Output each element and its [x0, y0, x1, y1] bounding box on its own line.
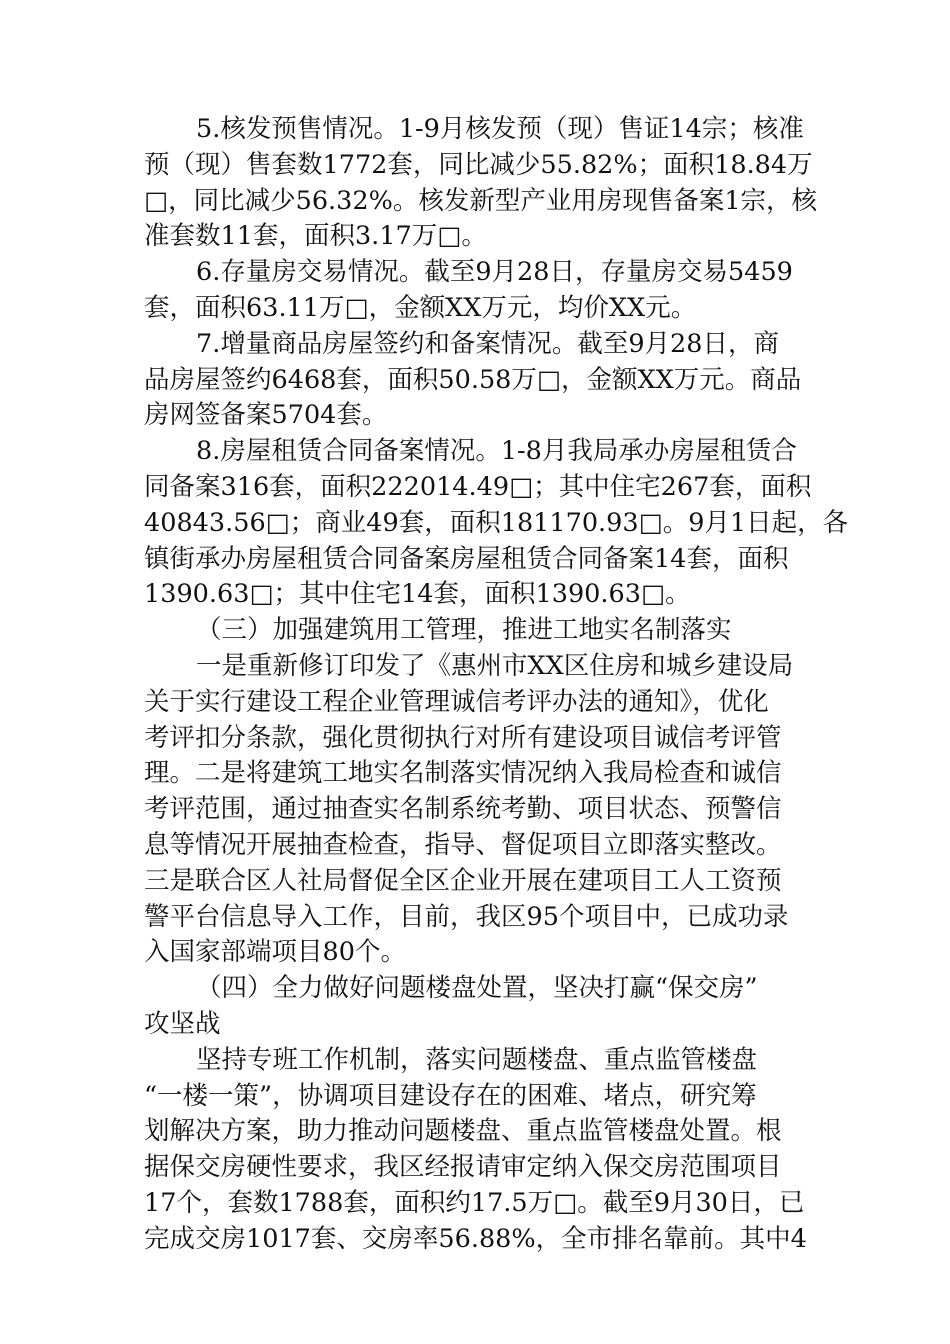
paragraph-line: 8.房屋租赁合同备案情况。1-8月我局承办房屋租赁合 [196, 436, 797, 467]
document-body [144, 112, 849, 1258]
paragraph-line: 房网签备案5704套。 [144, 400, 388, 431]
paragraph-line: 三是联合区人社局督促全区企业开展在建项目工人工资预 [144, 865, 782, 896]
section-heading: （四）全力做好问题楼盘处置，坚决打赢“保交房” [196, 973, 758, 1004]
paragraph-line: 预（现）售套数1772套，同比减少55.82%；面积18.84万 [144, 149, 813, 180]
paragraph-line: 准套数11套，面积3.17万□。 [144, 221, 487, 252]
paragraph-line: □，同比减少56.32%。核发新型产业用房现售备案1宗，核 [144, 185, 818, 216]
paragraph-line: 入国家部端项目80个。 [144, 937, 406, 968]
paragraph-line: “一楼一策”，协调项目建设存在的困难、堵点，研究筹 [144, 1080, 757, 1111]
paragraph-line: 一是重新修订印发了《惠州市XX区住房和城乡建设局 [196, 650, 794, 681]
paragraph-line: 完成交房1017套、交房率56.88%，全市排名靠前。其中4 [144, 1223, 807, 1254]
paragraph-line: 息等情况开展抽查检查，指导、督促项目立即落实整改。 [144, 829, 782, 860]
paragraph-line: 坚持专班工作机制，落实问题楼盘、重点监管楼盘 [196, 1044, 758, 1075]
paragraph-line: 套，面积63.11万□，金额XX万元，均价XX元。 [144, 292, 697, 323]
paragraph-line: 考评范围，通过抽查实名制系统考勤、项目状态、预警信 [144, 794, 782, 825]
paragraph-line: 镇街承办房屋租赁合同备案房屋租赁合同备案14套，面积 [144, 543, 789, 574]
paragraph-line: 警平台信息导入工作，目前，我区95个项目中，已成功录 [144, 901, 789, 932]
section-heading-continued: 攻坚战 [144, 1008, 221, 1039]
paragraph-line: 理。二是将建筑工地实名制落实情况纳入我局检查和诚信 [144, 758, 782, 789]
paragraph-line: 品房屋签约6468套，面积50.58万□，金额XX万元。商品 [144, 364, 802, 395]
paragraph-line: 1390.63□；其中住宅14套，面积1390.63□。 [144, 579, 691, 610]
paragraph-line: 考评扣分条款，强化贯彻执行对所有建设项目诚信考评管 [144, 722, 782, 753]
paragraph-line: 关于实行建设工程企业管理诚信考评办法的通知》，优化 [144, 686, 769, 717]
section-heading: （三）加强建筑用工管理，推进工地实名制落实 [196, 615, 732, 646]
paragraph-line: 据保交房硬性要求，我区经报请审定纳入保交房范围项目 [144, 1152, 782, 1183]
paragraph-line: 6.存量房交易情况。截至9月28日，存量房交易5459 [196, 257, 793, 288]
paragraph-line: 40843.56□；商业49套，面积181170.93□。9月1日起，各 [144, 507, 849, 538]
paragraph-line: 7.增量商品房屋签约和备案情况。截至9月28日，商 [196, 328, 780, 359]
paragraph-line: 5.核发预售情况。1-9月核发预（现）售证14宗；核准 [196, 114, 804, 144]
paragraph-line: 17个，套数1788套，面积约17.5万□。截至9月30日，已 [144, 1187, 805, 1218]
paragraph-line: 同备案316套，面积222014.49□；其中住宅267套，面积 [144, 471, 812, 502]
paragraph-line: 划解决方案，助力推动问题楼盘、重点监管楼盘处置。根 [144, 1116, 782, 1147]
